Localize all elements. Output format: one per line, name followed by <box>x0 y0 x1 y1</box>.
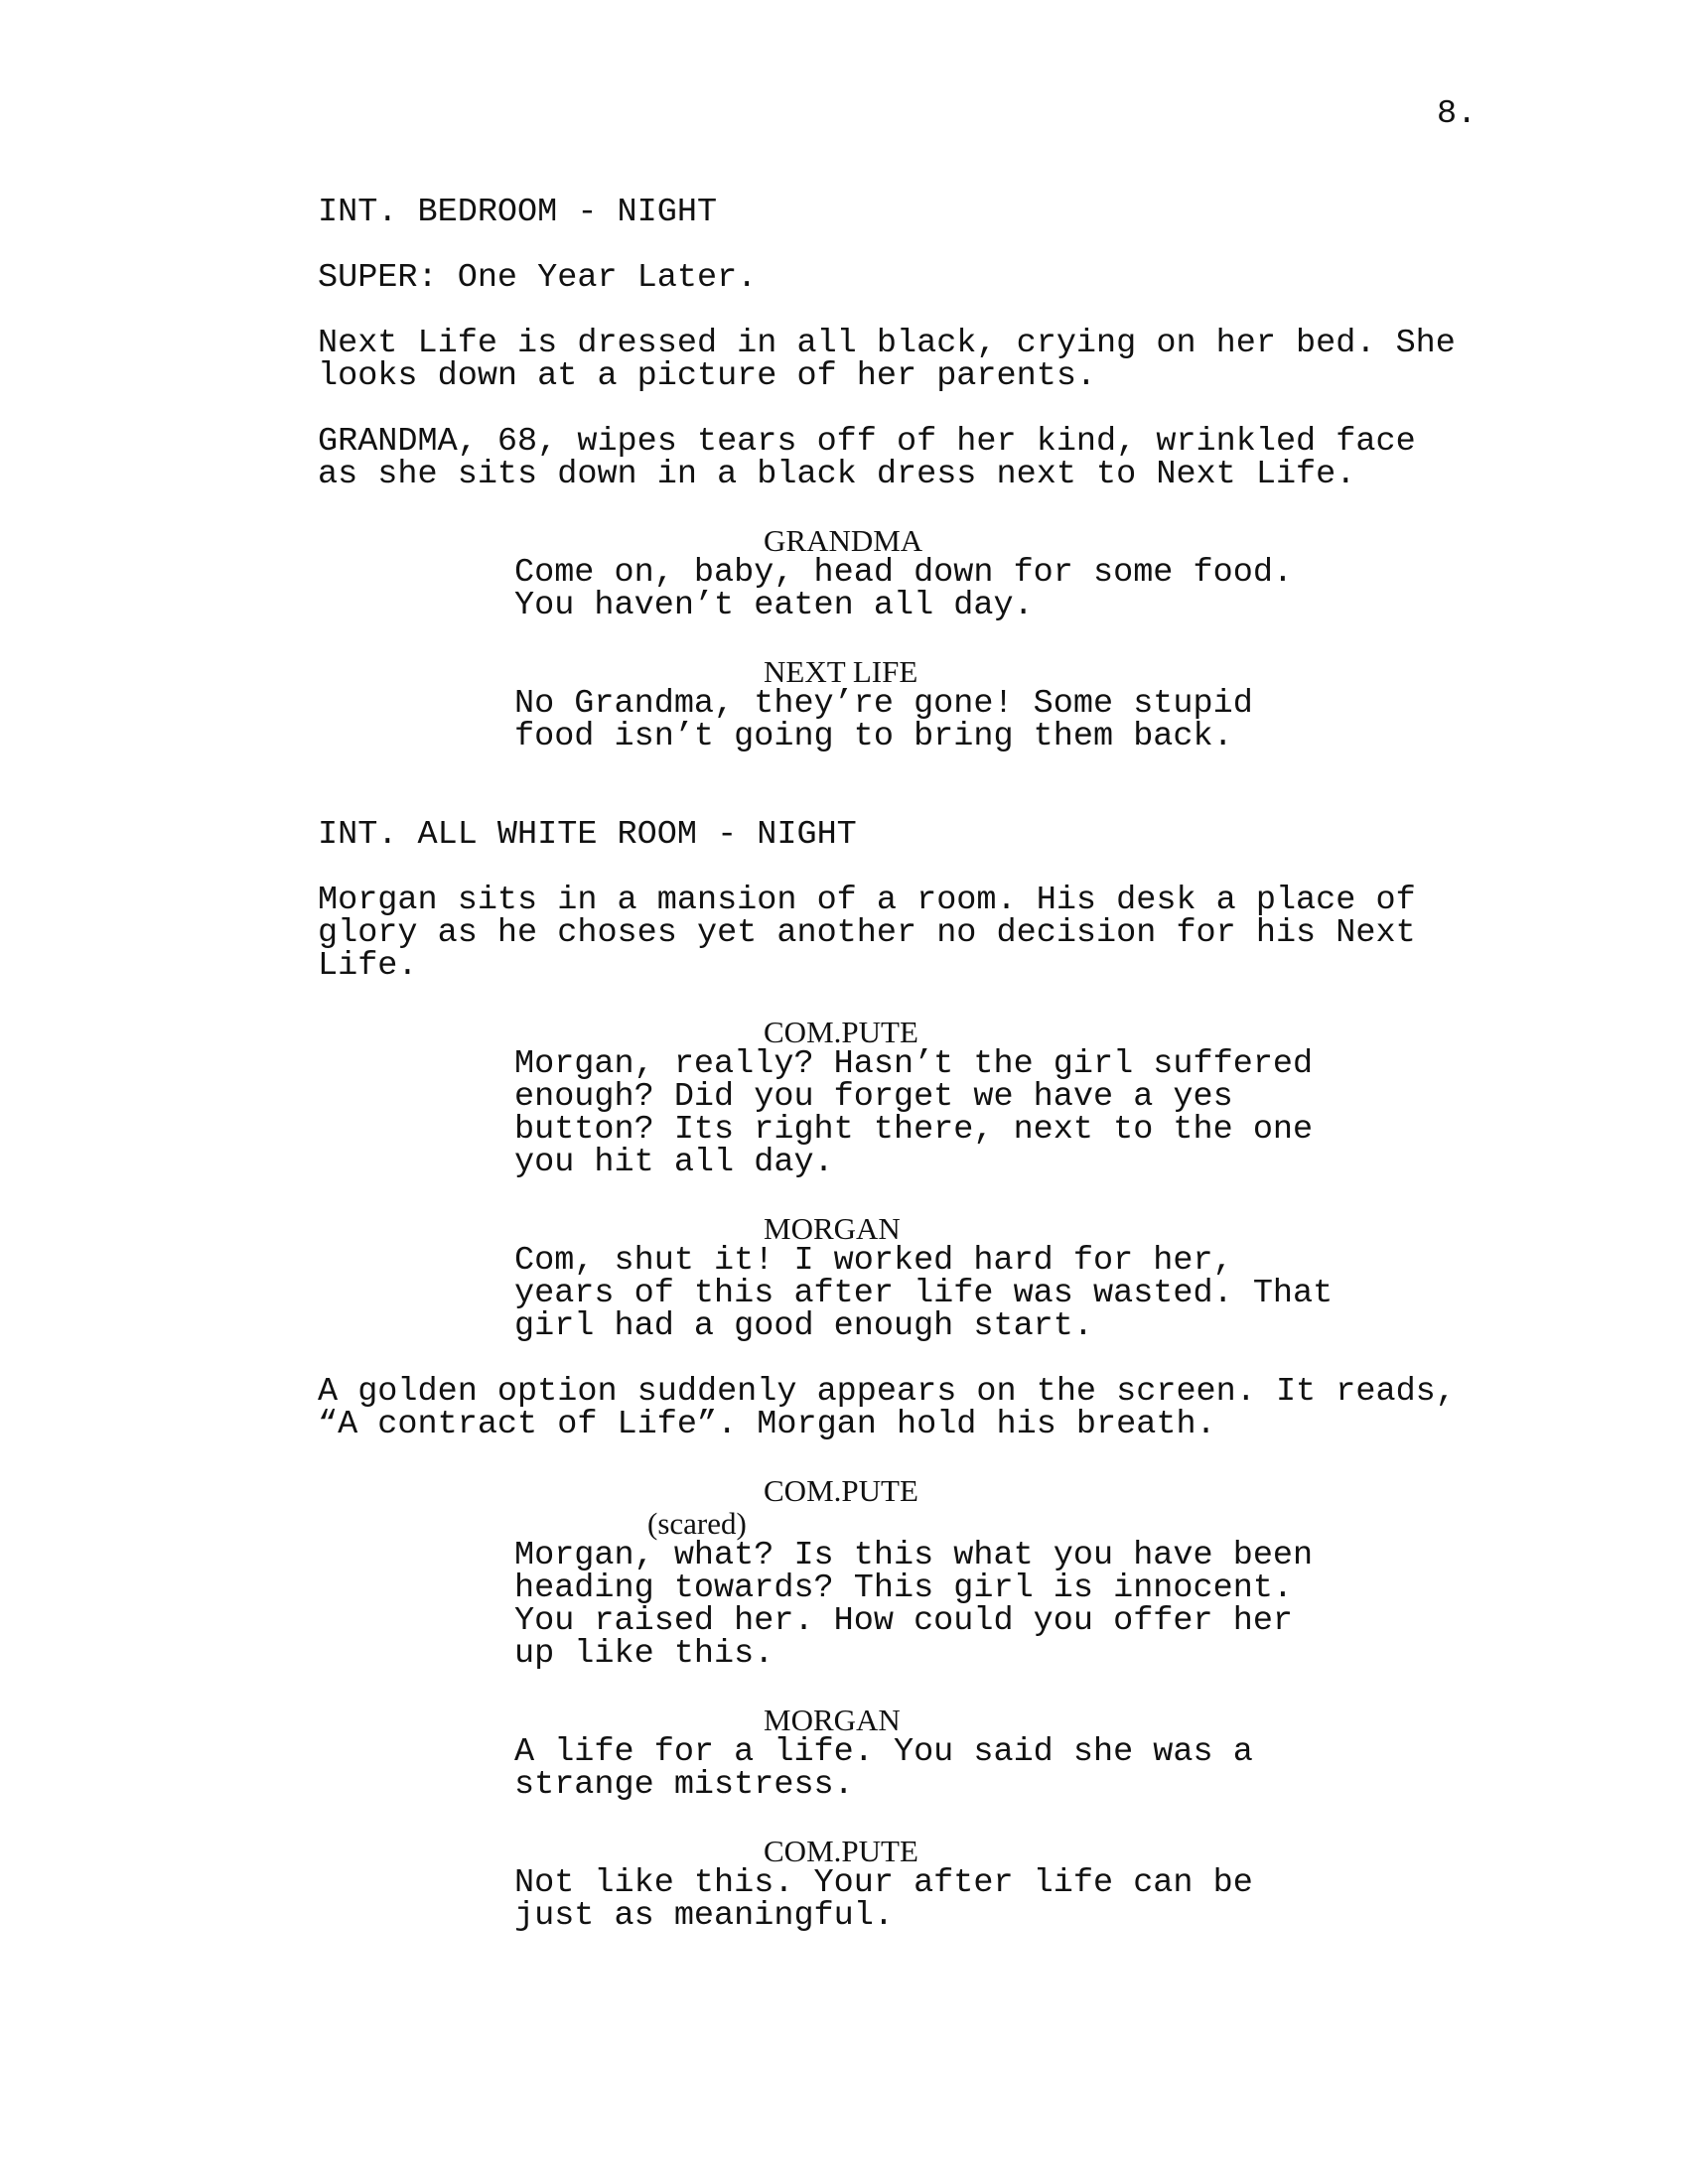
action-line: as she sits down in a black dress next to Next Life. <box>318 456 1356 493</box>
action-line: Morgan sits in a mansion of a room. His desk a place of <box>318 882 1416 919</box>
character-name: MORGAN <box>764 1703 901 1737</box>
scene-heading: INT. BEDROOM - NIGHT <box>318 194 718 231</box>
scene-heading: INT. ALL WHITE ROOM - NIGHT <box>318 816 857 854</box>
dialogue-line: strange mistress. <box>514 1766 854 1804</box>
character-name: COM.PUTE <box>764 1015 918 1049</box>
dialogue-line: You haven’t eaten all day. <box>514 587 1034 624</box>
dialogue-line: Come on, baby, head down for some food. <box>514 554 1294 592</box>
dialogue-line: Morgan, what? Is this what you have been <box>514 1537 1314 1574</box>
dialogue-line: Com, shut it! I worked hard for her, <box>514 1242 1233 1280</box>
dialogue-line: girl had a good enough start. <box>514 1307 1093 1345</box>
action-line: glory as he choses yet another no decision for his Next <box>318 914 1416 952</box>
character-name: GRANDMA <box>764 523 923 558</box>
character-name: NEXT LIFE <box>764 654 918 689</box>
dialogue-line: You raised her. How could you offer her <box>514 1602 1294 1640</box>
dialogue-line: Morgan, really? Hasn’t the girl suffered <box>514 1045 1314 1083</box>
dialogue-line: enough? Did you forget we have a yes <box>514 1078 1233 1116</box>
dialogue-line: heading towards? This girl is innocent. <box>514 1570 1294 1607</box>
parenthetical: (scared) <box>647 1506 747 1541</box>
dialogue-line: just as meaningful. <box>514 1897 894 1935</box>
super-text: SUPER: One Year Later. <box>318 259 758 297</box>
action-line: Life. <box>318 947 418 985</box>
dialogue-line: No Grandma, they’re gone! Some stupid <box>514 685 1253 723</box>
character-name: COM.PUTE <box>764 1834 918 1868</box>
dialogue-line: years of this after life was wasted. That <box>514 1275 1334 1312</box>
character-name: COM.PUTE <box>764 1473 918 1508</box>
dialogue-line: food isn’t going to bring them back. <box>514 718 1233 755</box>
action-line: looks down at a picture of her parents. <box>318 357 1097 395</box>
dialogue-line: A life for a life. You said she was a <box>514 1733 1253 1771</box>
dialogue-line: up like this. <box>514 1635 774 1673</box>
character-name: MORGAN <box>764 1211 901 1246</box>
dialogue-line: button? Its right there, next to the one <box>514 1111 1314 1149</box>
action-line: Next Life is dressed in all black, crying on her bed. She <box>318 325 1456 362</box>
dialogue-line: you hit all day. <box>514 1144 834 1181</box>
action-line: GRANDMA, 68, wipes tears off of her kind, wrinkled face <box>318 423 1416 461</box>
action-line: A golden option suddenly appears on the screen. It reads, <box>318 1373 1456 1411</box>
dialogue-line: Not like this. Your after life can be <box>514 1864 1253 1902</box>
page-number: 8. <box>1437 95 1477 133</box>
action-line: “A contract of Life”. Morgan hold his breath. <box>318 1406 1216 1443</box>
